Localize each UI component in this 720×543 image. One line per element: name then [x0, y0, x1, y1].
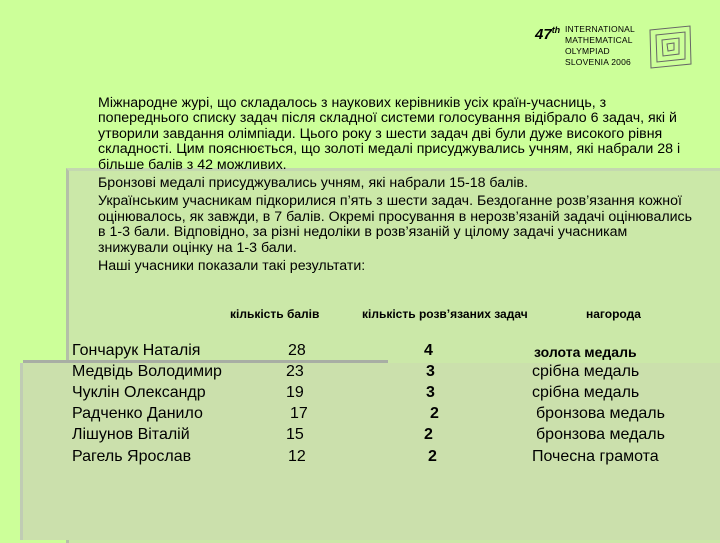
body-text: Міжнародне журі, що складалось з наукових керівників усіх країн-учасниць, з попереднього списку задач після складної системи голосування відібрало 6 задач, які й утворили завдання олімпіади. Цього року з шести задач дві були дуже високого рівня складності. Цим пояснюється, що золоті медалі присуджувались учням, які набрали 28 і більше балів з 42 можливих. Бронзові медалі присуджувались учням, які набрали 15-18 балів. Українським учасникам підкорилися п’ять з шести задач. Бездоганне розв’язання кожної оцінювалось, як завжди, в 7 балів. Окремі просування в нерозв’язаній задачі оцінювались в 1-3 бали. Відповідно, за різні недоліки в розв’язаній у цілому задачі учасникам знижували оцінку на 1-3 бали. Наші учасники показали такі результати:: [98, 95, 693, 275]
header-solved: кількість розв’язаних задач: [362, 307, 528, 321]
header-award: нагорода: [586, 307, 641, 321]
labyrinth-icon: [645, 22, 695, 72]
imo-logo: 47th INTERNATIONAL MATHEMATICAL OLYMPIAD SLOVENIA 2006: [535, 18, 715, 78]
header-score: кількість балів: [230, 307, 320, 321]
